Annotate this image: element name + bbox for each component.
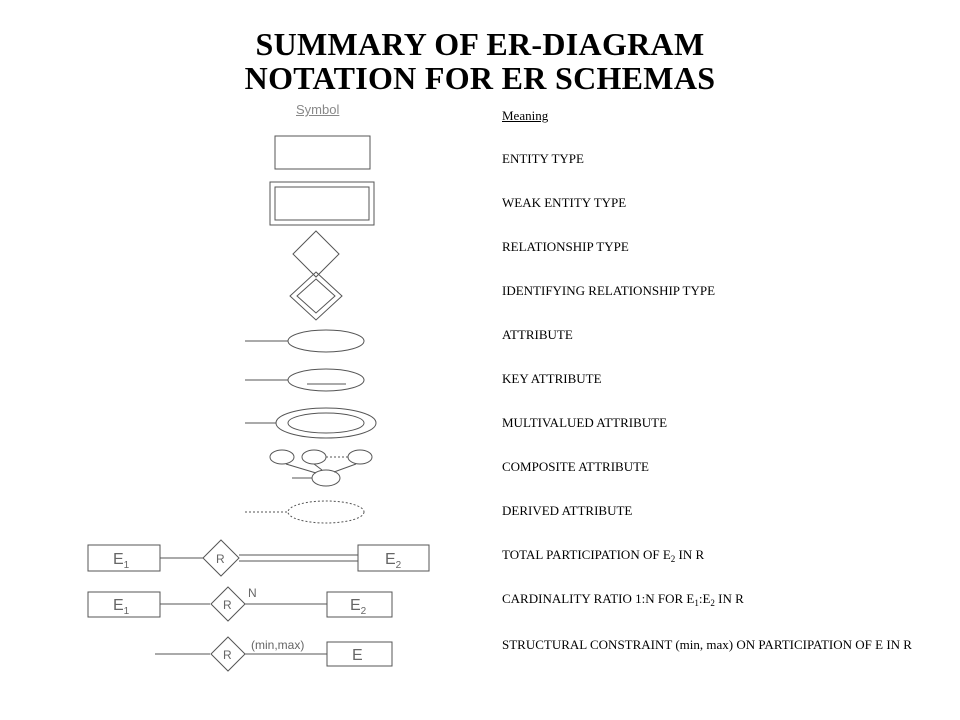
cardinality-r-label: R: [223, 598, 232, 612]
meaning-relationship-type: RELATIONSHIP TYPE: [502, 239, 629, 254]
meaning-derived-attribute: DERIVED ATTRIBUTE: [502, 503, 633, 518]
weak-entity-type-symbol: [270, 182, 374, 225]
total-e2-label: $E_2$: [385, 551, 402, 571]
meaning-entity-type: ENTITY TYPE: [502, 151, 584, 166]
meaning-key-attribute: KEY ATTRIBUTE: [502, 371, 602, 386]
entity-type-symbol: [275, 136, 370, 169]
cardinality-e2-label: $E_2$: [350, 597, 367, 617]
total-r-label: R: [216, 552, 225, 566]
meaning-column-header: Meaning: [502, 108, 549, 123]
derived-attribute-symbol: [245, 501, 364, 523]
meaning-multivalued-attribute: MULTIVALUED ATTRIBUTE: [502, 415, 668, 430]
identifying-relationship-type-symbol: [290, 272, 342, 320]
structural-e-label: E: [352, 647, 363, 664]
meaning-identifying-relationship-type: IDENTIFYING RELATIONSHIP TYPE: [502, 283, 716, 298]
meaning-attribute: ATTRIBUTE: [502, 327, 573, 342]
attribute-symbol: [245, 330, 364, 352]
structural-r-label: R: [223, 648, 232, 662]
total-e1-label: $E_1$: [113, 551, 130, 571]
meaning-weak-entity-type: WEAK ENTITY TYPE: [502, 195, 627, 210]
key-attribute-symbol: [245, 369, 364, 391]
cardinality-n-label: N: [248, 586, 257, 600]
page-title-line-2: NOTATION FOR ER SCHEMAS: [244, 60, 716, 96]
cardinality-ratio-symbol: [88, 587, 392, 621]
page-title-line-1: SUMMARY OF ER-DIAGRAM: [255, 26, 705, 62]
composite-attribute-symbol: [270, 450, 372, 486]
meaning-composite-attribute: COMPOSITE ATTRIBUTE: [502, 459, 649, 474]
symbol-column-header: Symbol: [296, 102, 340, 117]
total-participation-symbol: [88, 540, 429, 576]
min-max-label: (min,max): [251, 638, 305, 652]
cardinality-e1-label: $E_1$: [113, 597, 130, 617]
meaning-total-participation: TOTAL PARTICIPATION OF $E_2$ IN R: [502, 547, 705, 564]
meaning-structural-constraint: STRUCTURAL CONSTRAINT (min, max) ON PARTICIPATION OF E IN R: [502, 637, 912, 652]
relationship-type-symbol: [293, 231, 339, 277]
meaning-cardinality-ratio: CARDINALITY RATIO 1:N FOR $E_1:E_2$ IN R: [502, 591, 744, 608]
multivalued-attribute-symbol: [245, 408, 376, 438]
